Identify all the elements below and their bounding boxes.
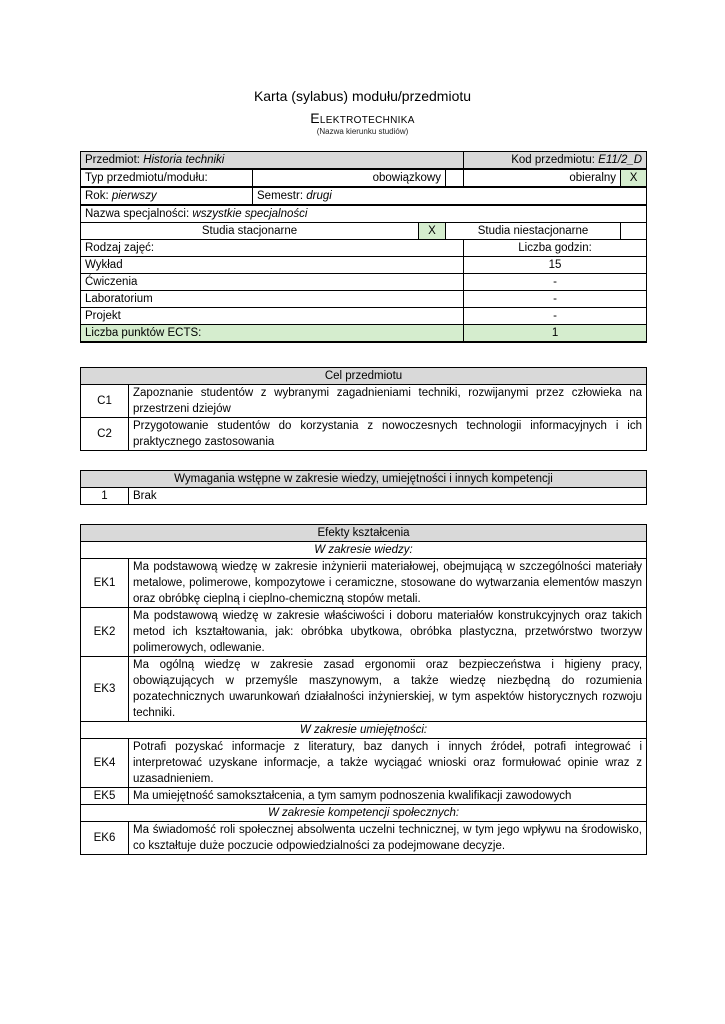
class-hours: - [464, 291, 647, 308]
outcome-text: Ma podstawową wiedzę w zakresie inżynierii materiałowej, obejmującą w szczególności materiały metalowe, polimerowe, kompozytowe i ceramiczne, stosowane do wytwarzania elementów maszyn oraz obróbkę cieplną i cieplno-chemiczną stopów metali. [129, 559, 647, 608]
requirement-code: 1 [81, 488, 129, 505]
type-label: Typ przedmiotu/modułu: [81, 169, 253, 187]
class-hours: 15 [464, 257, 647, 274]
outcome-code: EK5 [81, 788, 129, 805]
semester-cell [253, 187, 647, 205]
year-cell [81, 187, 253, 205]
course-info-table [80, 151, 647, 343]
semester-value: drugi [306, 190, 332, 202]
table-row [81, 559, 647, 608]
code-value: E11/2_D [598, 154, 643, 166]
specialization-value: wszystkie specjalności [192, 208, 308, 220]
outcomes-table [80, 524, 647, 855]
table-row [81, 657, 647, 722]
outcome-code: EK1 [81, 559, 129, 608]
table-row [81, 274, 647, 291]
class-hours: - [464, 308, 647, 325]
year-value: pierwszy [111, 190, 157, 202]
code-label: Kod przedmiotu: [511, 154, 595, 166]
class-type-header: Rodzaj zajęć: [81, 240, 464, 257]
program-name [0, 110, 725, 126]
specialization-cell [81, 205, 647, 223]
outcome-text: Potrafi pozyskać informacje z literatury, baz danych i innych źródeł, potrafi integrować i interpretować uzyskane informacje, a także wyciągać wnioski oraz formułować opinie wraz z uzasadnieniem. [129, 739, 647, 788]
skills-header: W zakresie umiejętności: [81, 722, 647, 739]
table-row [81, 385, 647, 418]
stationary-checkbox: X [419, 223, 446, 240]
goal-text: Zapoznanie studentów z wybranymi zagadnieniami techniki, rozwijanymi przez człowieka na przestrzeni dziejów [129, 385, 647, 418]
requirements-header: Wymagania wstępne w zakresie wiedzy, umiejętności i innych kompetencji [81, 471, 647, 488]
goal-code: C2 [81, 418, 129, 451]
outcome-code: EK4 [81, 739, 129, 788]
outcome-code: EK6 [81, 822, 129, 855]
requirement-text: Brak [129, 488, 647, 505]
social-header: W zakresie kompetencji społecznych: [81, 805, 647, 822]
outcome-code: EK2 [81, 608, 129, 657]
ects-value: 1 [464, 325, 647, 343]
goal-text: Przygotowanie studentów do korzystania z nowoczesnych technologii informacyjnych i ich praktycznego zastosowania [129, 418, 647, 451]
class-type-name: Laboratorium [81, 291, 464, 308]
nonstationary-checkbox [621, 223, 647, 240]
goals-table [80, 367, 647, 451]
year-label: Rok: [85, 190, 109, 202]
requirements-table [80, 470, 647, 505]
goals-header: Cel przedmiotu [81, 368, 647, 385]
semester-label: Semestr: [257, 190, 304, 202]
stationary-label: Studia stacjonarne [81, 223, 419, 240]
outcome-code: EK3 [81, 657, 129, 722]
code-cell [464, 152, 647, 170]
table-row [81, 788, 647, 805]
specialization-label: Nazwa specjalności: [85, 208, 190, 220]
class-hours: - [464, 274, 647, 291]
goal-code: C1 [81, 385, 129, 418]
elective-label: obieralny [464, 169, 621, 187]
elective-checkbox: X [621, 169, 647, 187]
outcome-text: Ma świadomość roli społecznej absolwenta uczelni technicznej, w tym jego wpływu na środowisko, co kształtuje duże poczucie odpowiedzialności za podejmowane decyzje. [129, 822, 647, 855]
subject-value: Historia techniki [143, 154, 225, 166]
subject-cell [81, 152, 464, 170]
knowledge-header: W zakresie wiedzy: [81, 542, 647, 559]
ects-label: Liczba punktów ECTS: [81, 325, 464, 343]
table-row [81, 488, 647, 505]
class-type-name: Wykład [81, 257, 464, 274]
subject-label: Przedmiot: [85, 154, 140, 166]
table-row [81, 291, 647, 308]
class-type-name: Ćwiczenia [81, 274, 464, 291]
outcome-text: Ma podstawową wiedzę w zakresie właściwości i doboru materiałów konstrukcyjnych oraz takich metod ich kształtowania, jak: obróbka ubytkowa, obróbka plastyczna, przetwórstwo tworzyw polimerowych, odlewanie. [129, 608, 647, 657]
table-row [81, 257, 647, 274]
outcome-text: Ma umiejętność samokształcenia, a tym samym podnoszenia kwalifikacji zawodowych [129, 788, 647, 805]
class-type-name: Projekt [81, 308, 464, 325]
table-row [81, 418, 647, 451]
program-name-note: (Nazwa kierunku studiów) [316, 127, 409, 136]
table-row [81, 822, 647, 855]
program-name-text: Elektrotechnika [310, 110, 415, 126]
table-row [81, 308, 647, 325]
mandatory-checkbox [446, 169, 464, 187]
mandatory-label: obowiązkowy [253, 169, 446, 187]
outcome-text: Ma ogólną wiedzę w zakresie zasad ergonomii oraz bezpieczeństwa i higieny pracy, obowiązujących w przemyśle maszynowym, a także wiedzę niezbędną do rozumienia pozatechnicznych uwarunkowań działalności inżynierskiej, w tym aspektów historycznych rozwoju techniki. [129, 657, 647, 722]
table-row [81, 608, 647, 657]
hours-header: Liczba godzin: [464, 240, 647, 257]
nonstationary-label: Studia niestacjonarne [446, 223, 621, 240]
table-row [81, 739, 647, 788]
document-title: Karta (sylabus) modułu/przedmiotu [253, 88, 472, 104]
outcomes-header: Efekty kształcenia [81, 525, 647, 542]
